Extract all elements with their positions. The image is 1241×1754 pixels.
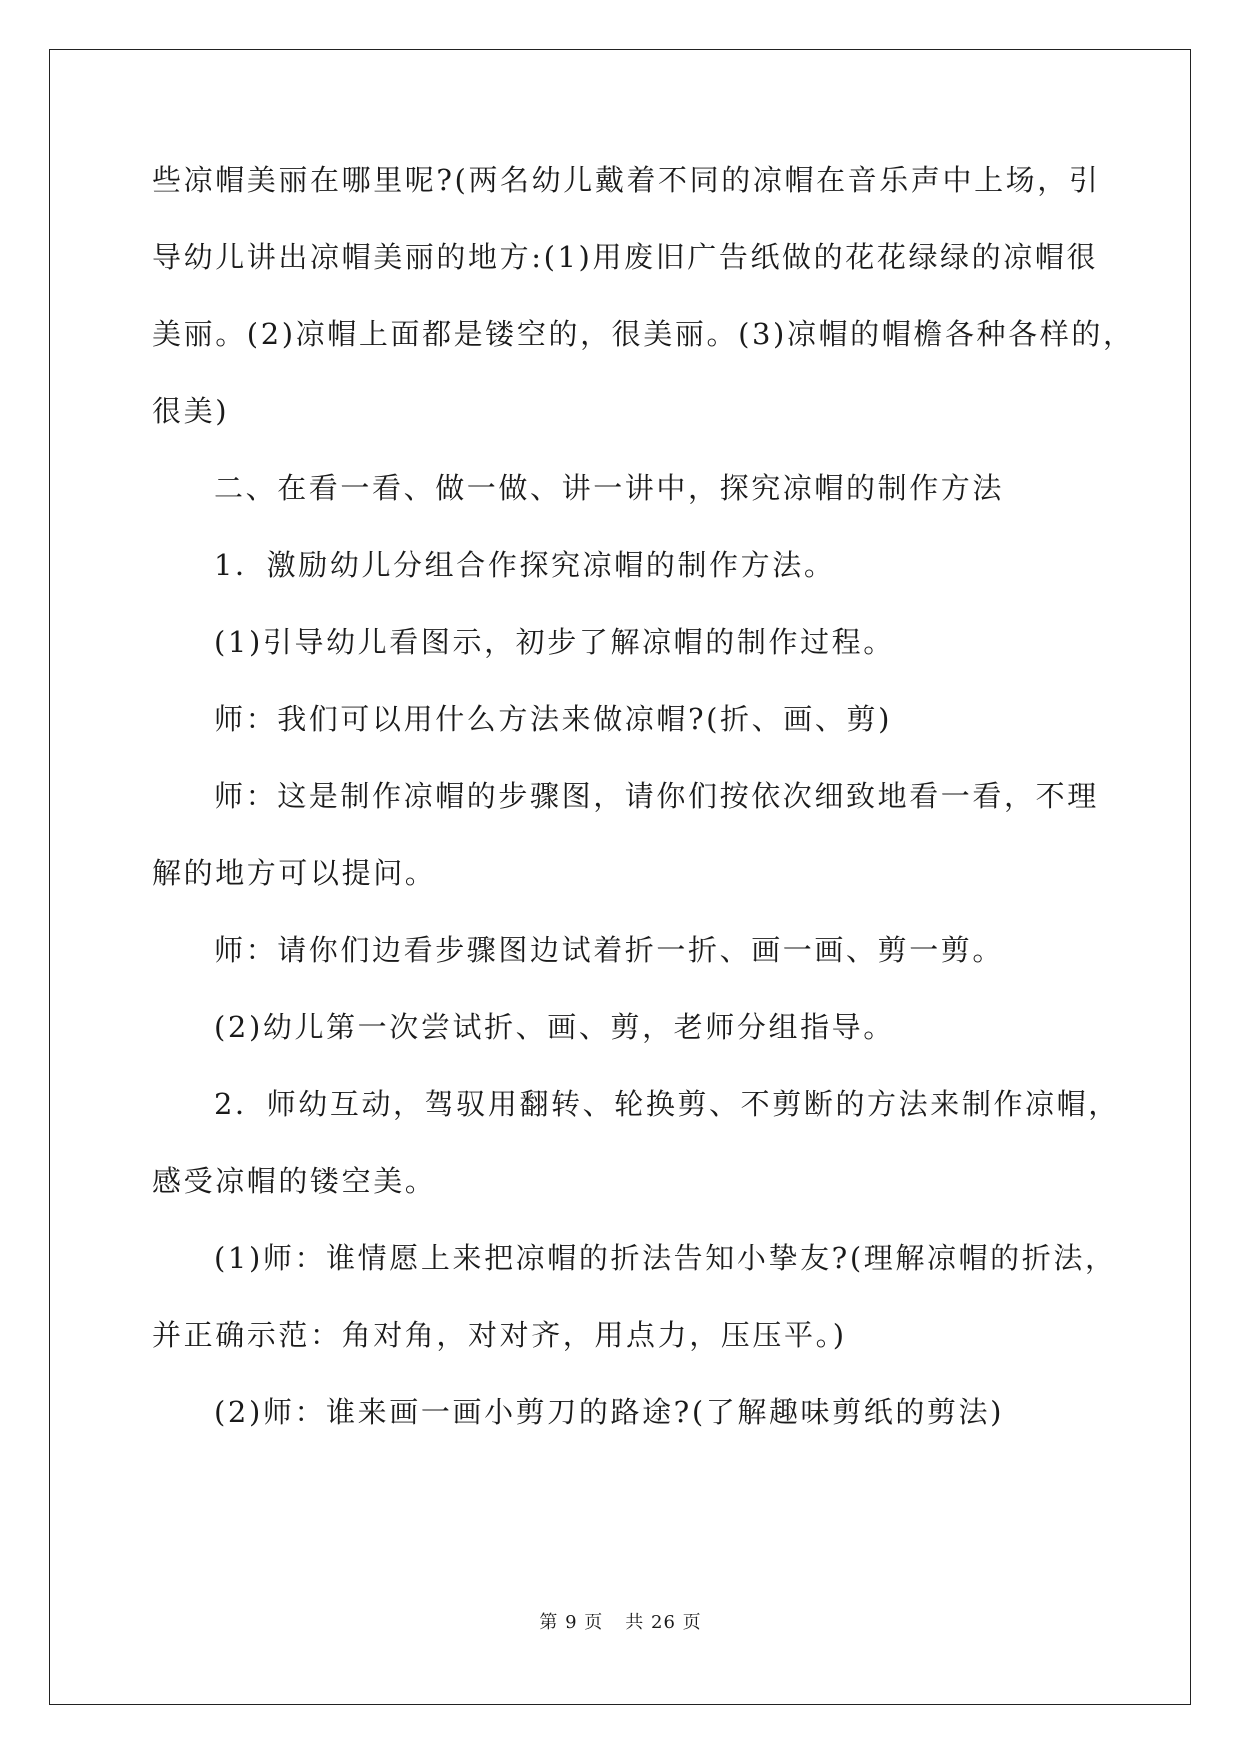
text-line: 师：请你们边看步骤图边试着折一折、画一画、剪一剪。 — [214, 933, 1005, 967]
text-line: 些凉帽美丽在哪里呢?(两名幼儿戴着不同的凉帽在音乐声中上场，引 — [152, 163, 1101, 197]
text-line: 师：这是制作凉帽的步骤图，请你们按依次细致地看一看，不理 — [214, 779, 1099, 813]
page-number: 第 9 页 — [539, 1612, 604, 1633]
text-line: 解的地方可以提问。 — [152, 856, 437, 890]
section-heading: 二、在看一看、做一做、讲一讲中，探究凉帽的制作方法 — [214, 471, 1005, 505]
page-total: 共 26 页 — [625, 1612, 702, 1633]
text-line: (2)师：谁来画一画小剪刀的路途?(了解趣味剪纸的剪法) — [214, 1395, 1005, 1429]
text-line: 美丽。(2)凉帽上面都是镂空的，很美丽。(3)凉帽的帽檐各种各样的， — [152, 317, 1135, 351]
text-line: (1)引导幼儿看图示，初步了解凉帽的制作过程。 — [214, 625, 895, 659]
text-line: (2)幼儿第一次尝试折、画、剪，老师分组指导。 — [214, 1010, 895, 1044]
text-line: 2．师幼互动，驾驭用翻转、轮换剪、不剪断的方法来制作凉帽， — [214, 1087, 1120, 1121]
text-line: 感受凉帽的镂空美。 — [152, 1164, 437, 1198]
text-line: 很美) — [152, 394, 230, 428]
text-line: 师：我们可以用什么方法来做凉帽?(折、画、剪) — [214, 702, 892, 736]
page-footer — [0, 1608, 1241, 1634]
text-line: 导幼儿讲出凉帽美丽的地方:(1)用废旧广告纸做的花花绿绿的凉帽很 — [152, 240, 1099, 274]
text-line: 并正确示范：角对角，对对齐，用点力，压压平。) — [152, 1318, 847, 1352]
text-line: 1．激励幼儿分组合作探究凉帽的制作方法。 — [214, 548, 836, 582]
text-line: (1)师：谁情愿上来把凉帽的折法告知小挚友?(理解凉帽的折法， — [214, 1241, 1117, 1275]
